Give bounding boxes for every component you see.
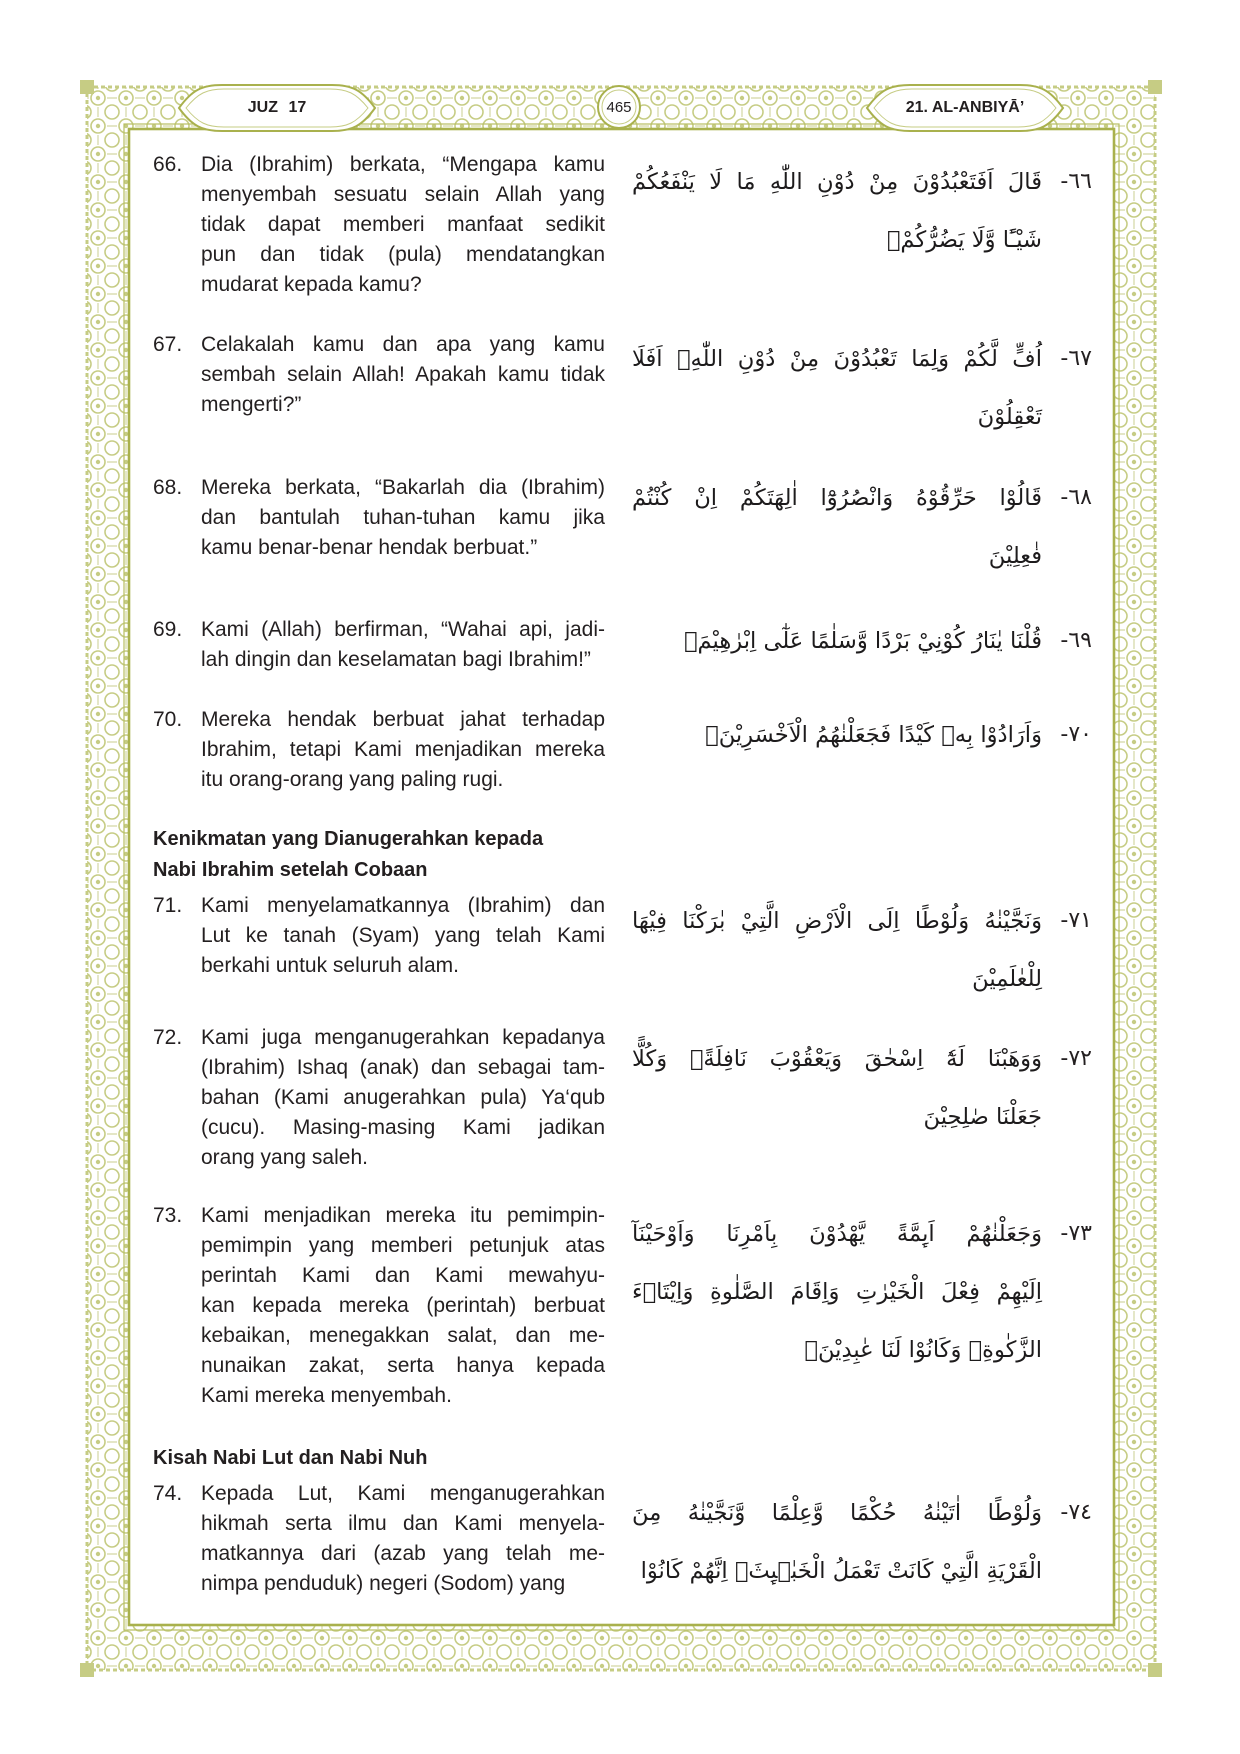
arabic-text bbox=[632, 892, 1042, 1008]
arabic-line: وَلُوْطًا اٰتَيْنٰهُ حُكْمًا وَّعِلْمًا وَّنَجَّيْنٰهُ مِنَ bbox=[632, 1500, 1042, 1526]
translation-line: pemimpin yang memberi petunjuk atas bbox=[201, 1234, 605, 1257]
verse-number: 69. bbox=[153, 618, 183, 641]
translation-line: Kepada Lut, Kami menganugerahkan bbox=[201, 1482, 605, 1505]
translation-line: Mereka berkata, “Bakarlah dia (Ibrahim) bbox=[201, 476, 605, 499]
arabic-line: وَنَجَّيْنٰهُ وَلُوْطًا اِلَى الْاَرْضِ الَّتِيْ بٰرَكْنَا فِيْهَا bbox=[632, 908, 1042, 934]
translation-line: menyembah sesuatu selain Allah yang bbox=[201, 183, 605, 206]
arabic-line: اُفٍّ لَّكُمْ وَلِمَا تَعْبُدُوْنَ مِنْ دُوْنِ اللّٰهِۗ اَفَلَا bbox=[632, 346, 1042, 372]
page-number: 465 bbox=[606, 99, 632, 116]
translation-line: lah dingin dan keselamatan bagi Ibrahim!” bbox=[201, 648, 591, 671]
arabic-line: الْقَرْيَةِ الَّتِيْ كَانَتْ تَعْمَلُ الْخَبٰۤىِٕثَۗ اِنَّهُمْ كَانُوْا bbox=[640, 1558, 1042, 1584]
arabic-text bbox=[632, 706, 1042, 764]
translation-line: kamu benar-benar hendak berbuat.” bbox=[201, 536, 538, 559]
arabic-verse-number: -٧٢ bbox=[1060, 1046, 1092, 1071]
translation-line: matkannya dari (azab yang telah me- bbox=[201, 1542, 605, 1565]
translation-line: berkahi untuk seluruh alam. bbox=[201, 954, 459, 977]
juz-label: JUZ 17 bbox=[247, 99, 307, 116]
verse-number: 73. bbox=[153, 1204, 183, 1227]
translation bbox=[201, 1023, 605, 1173]
heading-line: Kenikmatan yang Dianugerahkan kepada bbox=[153, 828, 544, 850]
verse-number: 70. bbox=[153, 708, 183, 731]
translation bbox=[201, 1201, 605, 1411]
translation-line: kebaikan, menegakkan salat, dan me- bbox=[201, 1324, 605, 1347]
translation bbox=[201, 891, 605, 981]
translation-line: dan bantulah tuhan-tuhan kamu jika bbox=[201, 506, 605, 529]
translation-line: itu orang-orang yang paling rugi. bbox=[201, 768, 504, 791]
arabic-line: قُلْنَا يٰنَارُ كُوْنِيْ بَرْدًا وَّسَلٰمًا عَلٰٓى اِبْرٰهِيْمَۙ bbox=[683, 628, 1042, 654]
arabic-line: وَاَرَادُوْا بِهٖ كَيْدًا فَجَعَلْنٰهُمُ الْاَخْسَرِيْنَۚ bbox=[705, 722, 1042, 748]
verse-number: 71. bbox=[153, 894, 183, 917]
surah-title: 21. AL-ANBIYĀ’ bbox=[905, 99, 1025, 116]
arabic-line: جَعَلْنَا صٰلِحِيْنَ bbox=[923, 1104, 1042, 1130]
translation-line: Kami menyelamatkannya (Ibrahim) dan bbox=[201, 894, 605, 917]
arabic-line: فٰعِلِيْنَ bbox=[988, 543, 1042, 569]
arabic-text bbox=[632, 153, 1042, 269]
translation-line: nunaikan zakat, serta hanya kepada bbox=[201, 1354, 605, 1377]
arabic-line: شَيْـًٔا وَّلَا يَضُرُّكُمْۗ bbox=[886, 227, 1042, 253]
translation bbox=[201, 615, 605, 675]
translation bbox=[201, 150, 605, 300]
arabic-line: وَجَعَلْنٰهُمْ اَىِٕمَّةً يَّهْدُوْنَ بِاَمْرِنَا وَاَوْحَيْنَآ bbox=[632, 1221, 1042, 1247]
arabic-verse-number: -٧٠ bbox=[1060, 722, 1092, 747]
translation-line: Ibrahim, tetapi Kami menjadikan mereka bbox=[201, 738, 605, 761]
arabic-line: تَعْقِلُوْنَ bbox=[977, 404, 1042, 430]
translation bbox=[201, 705, 605, 795]
section-heading bbox=[153, 1443, 605, 1474]
translation-line: Lut ke tanah (Syam) yang telah Kami bbox=[201, 924, 605, 947]
translation-line: orang yang saleh. bbox=[201, 1146, 368, 1169]
translation-line: Dia (Ibrahim) berkata, “Mengapa kamu bbox=[201, 153, 605, 176]
arabic-line: قَالُوْا حَرِّقُوْهُ وَانْصُرُوْٓا اٰلِهَتَكُمْ اِنْ كُنْتُمْ bbox=[632, 485, 1042, 511]
arabic-line: اِلَيْهِمْ فِعْلَ الْخَيْرٰتِ وَاِقَامَ الصَّلٰوةِ وَاِيْتَاۤءَ bbox=[632, 1279, 1042, 1305]
translation-line: Celakalah kamu dan apa yang kamu bbox=[201, 333, 605, 356]
verse-number: 66. bbox=[153, 153, 183, 176]
translation-line: Kami mereka menyembah. bbox=[201, 1384, 452, 1407]
arabic-verse-number: -٦٩ bbox=[1060, 628, 1092, 653]
arabic-line: الزَّكٰوةِۚ وَكَانُوْا لَنَا عٰبِدِيْنَۙ bbox=[804, 1337, 1042, 1363]
translation-line: Mereka hendak berbuat jahat terhadap bbox=[201, 708, 605, 731]
section-heading bbox=[153, 824, 605, 886]
arabic-text bbox=[632, 1484, 1042, 1600]
arabic-text bbox=[632, 469, 1042, 585]
translation-line: Kami juga menganugerahkan kepadanya bbox=[201, 1026, 605, 1049]
arabic-verse-number: -٧٣ bbox=[1060, 1221, 1092, 1246]
translation-line: (cucu). Masing-masing Kami jadikan bbox=[201, 1116, 605, 1139]
translation-line: mengerti?” bbox=[201, 393, 302, 416]
arabic-line: وَوَهَبْنَا لَهٗٓ اِسْحٰقَ وَيَعْقُوْبَ نَافِلَةًۗ وَكُلًّا bbox=[632, 1046, 1042, 1072]
verse-number: 74. bbox=[153, 1482, 183, 1505]
translation bbox=[201, 1479, 605, 1599]
heading-line: Kisah Nabi Lut dan Nabi Nuh bbox=[153, 1447, 428, 1469]
arabic-verse-number: -٧٤ bbox=[1060, 1500, 1092, 1525]
translation-line: tidak dapat memberi manfaat sedikit bbox=[201, 213, 605, 236]
translation-line: nimpa penduduk) negeri (Sodom) yang bbox=[201, 1572, 566, 1595]
arabic-verse-number: -٦٧ bbox=[1060, 346, 1092, 371]
arabic-verse-number: -٧١ bbox=[1060, 908, 1092, 933]
translation-line: (Ibrahim) Ishaq (anak) dan sebagai tam- bbox=[201, 1056, 605, 1079]
arabic-text bbox=[632, 330, 1042, 446]
arabic-verse-number: -٦٦ bbox=[1060, 169, 1092, 194]
translation bbox=[201, 330, 605, 420]
translation-line: Kami (Allah) berfirman, “Wahai api, jadi- bbox=[201, 618, 605, 641]
translation-line: perintah Kami dan Kami mewahyu- bbox=[201, 1264, 605, 1287]
translation-line: hikmah serta ilmu dan Kami menyela- bbox=[201, 1512, 605, 1535]
arabic-line: لِلْعٰلَمِيْنَ bbox=[972, 966, 1042, 992]
arabic-text bbox=[632, 612, 1042, 670]
translation-line: sembah selain Allah! Apakah kamu tidak bbox=[201, 363, 605, 386]
translation-line: pun dan tidak (pula) mendatangkan bbox=[201, 243, 605, 266]
verse-number: 67. bbox=[153, 333, 183, 356]
translation-line: mudarat kepada kamu? bbox=[201, 273, 422, 296]
arabic-text bbox=[632, 1205, 1042, 1379]
arabic-verse-number: -٦٨ bbox=[1060, 485, 1092, 510]
verse-number: 72. bbox=[153, 1026, 183, 1049]
translation-line: Kami menjadikan mereka itu pemimpin- bbox=[201, 1204, 605, 1227]
translation bbox=[201, 473, 605, 563]
arabic-text bbox=[632, 1030, 1042, 1146]
verse-number: 68. bbox=[153, 476, 183, 499]
arabic-line: قَالَ اَفَتَعْبُدُوْنَ مِنْ دُوْنِ اللّٰهِ مَا لَا يَنْفَعُكُمْ bbox=[632, 169, 1042, 195]
translation-line: kan kepada mereka (perintah) berbuat bbox=[201, 1294, 605, 1317]
heading-line: Nabi Ibrahim setelah Cobaan bbox=[153, 859, 428, 881]
translation-line: bahan (Kami anugerahkan pula) Ya‘qub bbox=[201, 1086, 605, 1109]
